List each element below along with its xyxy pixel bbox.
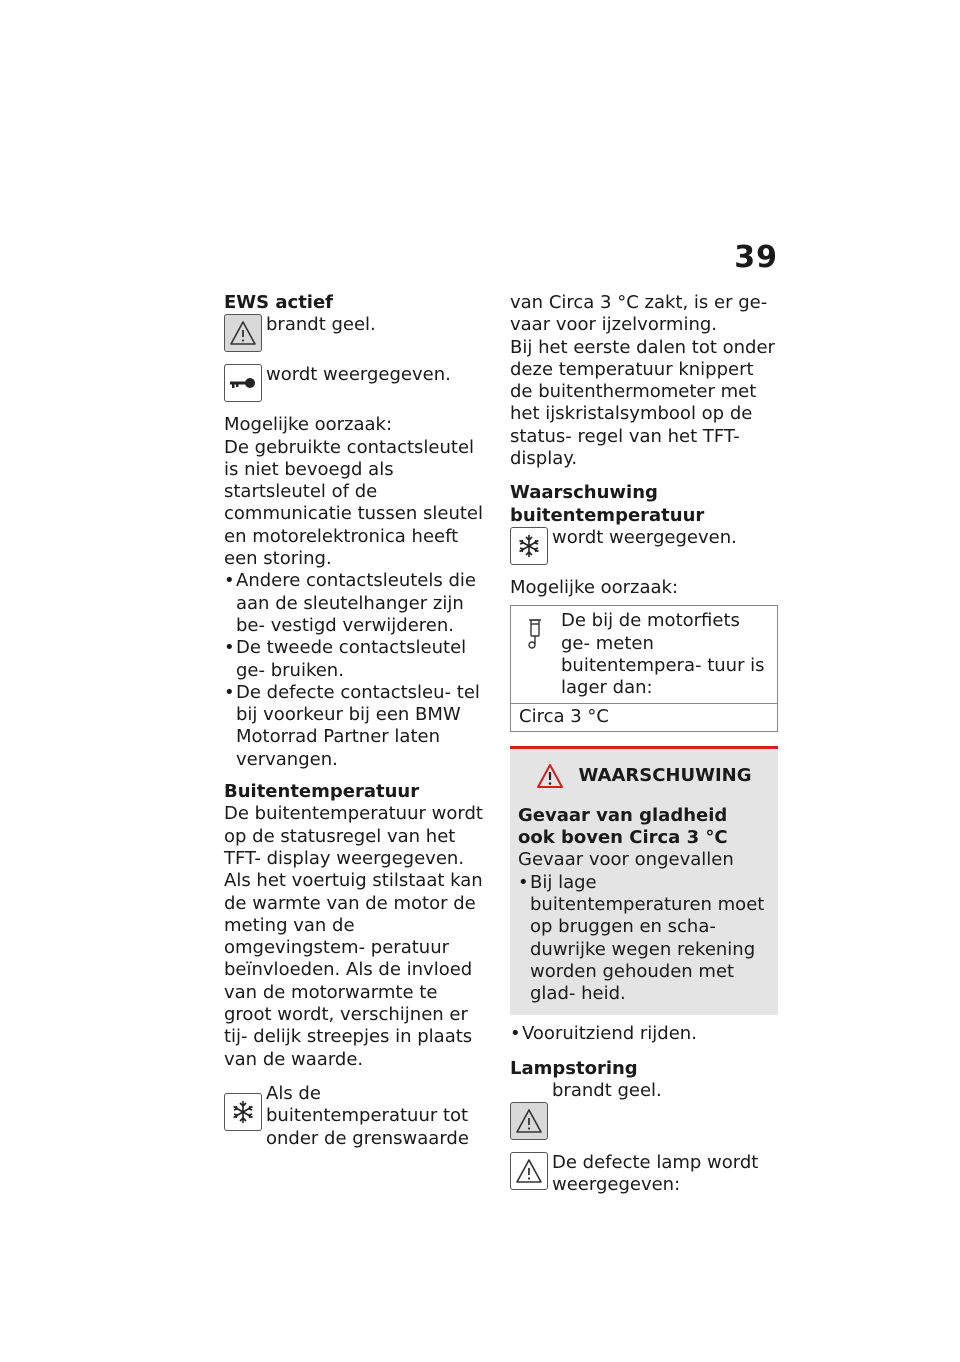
table-row [511,704,777,730]
ews-key-row [224,364,490,402]
table-value: Circa 3 °C [519,706,609,728]
warning-triangle-icon [510,1102,548,1140]
ews-key-text: wordt weergegeven. [266,364,451,386]
snow-row [224,1083,490,1150]
lamp-title: Lampstoring [510,1057,638,1079]
warn-temp-title: Waarschuwing buitentemperatuur [510,482,705,526]
list-item: • Bij lage buitentemperaturen moet op bruggen en scha- duwrijke wegen rekening worden gehouden met glad- heid. [518,872,770,1006]
ews-title: EWS actief [224,292,334,313]
list-item: • Andere contactsleutels die aan de sleutelhanger zijn be- vestigd verwijderen. [224,570,490,637]
temp-text-2: Als het voertuig stilstaat kan de warmte van de motor de meting van de omgevingstem- peratuur beïnvloeden. Als de invloed van de motorwarmte te groot wordt, verschijnen er tij- delijk streepjes in plaats van de waarde. [224,870,483,1070]
warning-sub: Gevaar voor ongevallen [518,849,734,871]
left-column [224,292,490,1150]
temp-title: Buitentemperatuur [224,781,420,803]
thermometer-icon [519,612,551,652]
list-item: • De tweede contactsleutel ge- bruiken. [224,637,490,682]
ews-warn-row [224,314,490,352]
warn-temp-text: wordt weergegeven. [552,526,737,548]
table-row [511,606,777,704]
lamp-defect-row [510,1152,778,1197]
warning-box [510,746,778,1016]
lamp-warn-row [510,1080,778,1140]
spec-table [510,605,778,731]
ews-warn-text: brandt geel. [266,314,376,336]
warn-temp-row [510,527,778,565]
cause-label: Mogelijke oorzaak: [224,414,393,436]
cause-bullets [224,570,490,771]
snowflake-icon [224,1093,262,1131]
warning-bullets [518,872,770,1006]
lamp-defect-text: De defecte lamp wordt weergegeven: [552,1152,759,1196]
cause-label-right: Mogelijke oorzaak: [510,576,679,598]
warning-triangle-icon [224,314,262,352]
temp-text-1: De buitentemperatuur wordt op de statusregel van het TFT- display weergegeven. [224,803,483,869]
table-text: De bij de motorfiets ge- meten buitentempera- tuur is lager dan: [561,610,765,699]
lamp-fault-icon [510,1152,548,1190]
snow-text: Als de buitentemperatuur tot onder de grenswaarde [266,1082,469,1149]
snowflake-icon [510,527,548,565]
lamp-warn-text: brandt geel. [552,1080,662,1102]
warning-triangle-icon [536,763,564,789]
warning-header [518,763,770,789]
list-item: • De defecte contactsleu- tel bij voorkeur bij een BMW Motorrad Partner laten vervangen. [224,682,490,771]
cont-text-2: Bij het eerste dalen tot onder deze temperatuur knippert de buitenthermometer met het ijskristalsymbool op de status- regel van het TFT-display. [510,336,775,470]
list-item: • Vooruitziend rijden. [510,1023,778,1045]
key-icon [224,364,262,402]
warning-label: WAARSCHUWING [578,764,752,786]
cause-text: De gebruikte contactsleutel is niet bevoegd als startsleutel of de communicatie tussen sleutel en motorelektronica heeft een storing. [224,436,483,570]
page-number: 39 [734,240,778,275]
cont-text-1: van Circa 3 °C zakt, is er ge- vaar voor ijzelvorming. [510,292,768,336]
right-column [510,292,778,1197]
advice-bullets [510,1023,778,1045]
warning-heading: Gevaar van gladheid ook boven Circa 3 °C [518,804,728,849]
